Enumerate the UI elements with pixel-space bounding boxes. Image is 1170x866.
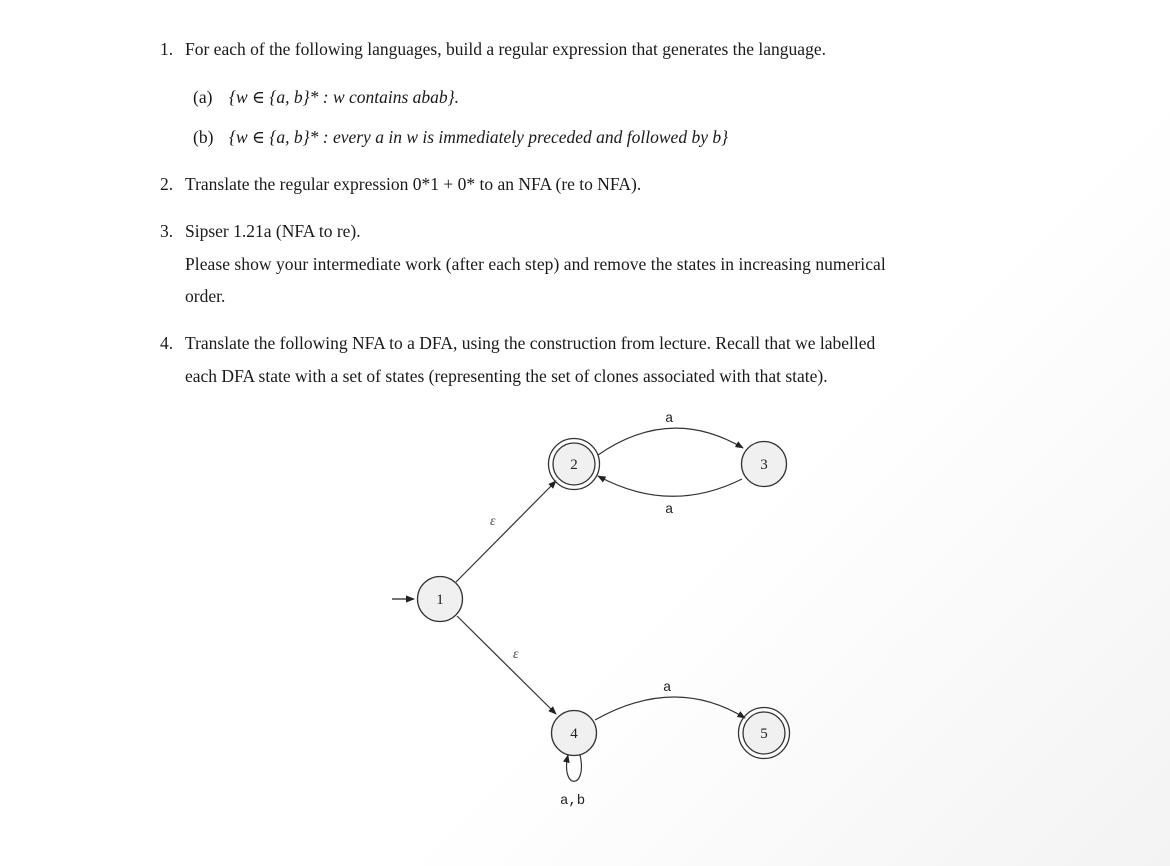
edge-1-4	[457, 616, 556, 714]
edge-4-5-label: a	[663, 680, 672, 696]
state-3-label: 3	[760, 457, 768, 473]
problem-1b-label: (b)	[193, 127, 214, 147]
problem-4-line1: Translate the following NFA to a DFA, using the construction from lecture. Recall that we labelled	[185, 333, 876, 353]
state-3	[742, 442, 787, 487]
problem-3-number: 3.	[160, 221, 174, 241]
state-1	[418, 577, 463, 622]
state-4	[552, 711, 597, 756]
edge-1-4-label: ε	[513, 647, 519, 662]
edge-1-2	[456, 481, 556, 582]
edge-4-4-label: a,b	[560, 793, 586, 809]
edge-2-3	[598, 428, 743, 455]
edge-1-2-label: ε	[490, 514, 496, 529]
state-5-label: 5	[760, 726, 768, 742]
state-5-accepting	[739, 708, 790, 759]
state-4-label: 4	[570, 726, 578, 742]
problem-1-number: 1.	[160, 39, 174, 59]
edge-2-3-label: a	[665, 411, 674, 427]
problem-3-detail-line1: Please show your intermediate work (after each step) and remove the states in increasing numerical	[185, 254, 886, 274]
problem-2-text: Translate the regular expression 0*1 + 0* to an NFA (re to NFA).	[185, 174, 642, 194]
edge-3-2-label: a	[665, 502, 674, 518]
problem-1-text: For each of the following languages, build a regular expression that generates the language.	[185, 39, 826, 59]
state-2-label: 2	[570, 457, 578, 473]
problem-4-line2: each DFA state with a set of states (representing the set of clones associated with that state).	[185, 366, 828, 386]
state-1-label: 1	[436, 592, 444, 608]
edge-4-4-loop	[567, 755, 582, 781]
problem-1a-label: (a)	[193, 87, 213, 107]
problem-3-text: Sipser 1.21a (NFA to re).	[185, 221, 361, 241]
problem-3-detail-line2: order.	[185, 286, 226, 306]
edge-4-5	[595, 697, 745, 720]
problem-1b-set: {w ∈ {a, b}* : every a in w is immediately preceded and followed by b}	[229, 127, 729, 147]
problem-2-number: 2.	[160, 174, 174, 194]
problem-1a-set: {w ∈ {a, b}* : w contains abab}.	[229, 87, 460, 107]
state-2-accepting	[549, 439, 600, 490]
problem-4-number: 4.	[160, 333, 174, 353]
edge-3-2	[598, 476, 742, 496]
